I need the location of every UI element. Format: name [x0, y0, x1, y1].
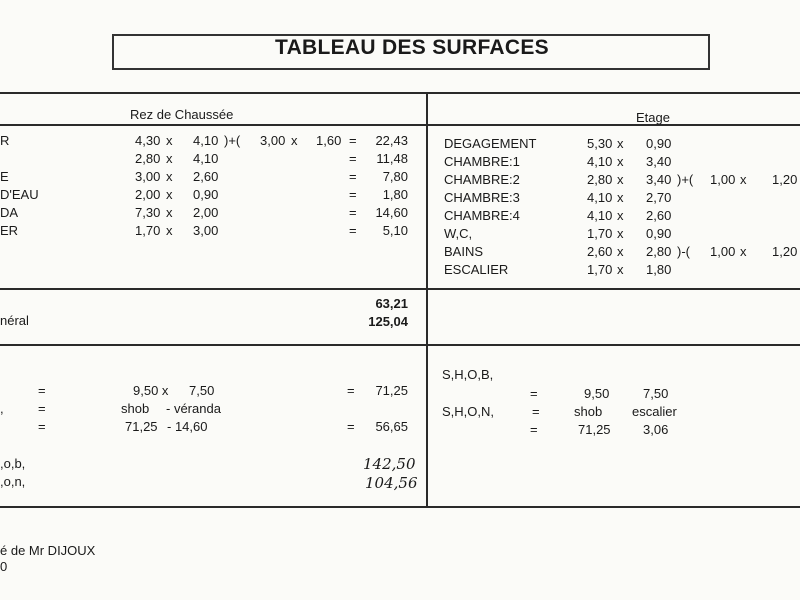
calc-part1: shob — [121, 401, 150, 416]
shob-total-label: ,o,b, — [0, 456, 26, 471]
room-label: DA — [0, 205, 19, 220]
dim-a: 7,30 — [135, 205, 161, 220]
header-rez-de-chaussee: Rez de Chaussée — [130, 107, 234, 122]
times-sign: x — [166, 205, 173, 220]
dim-b: 1,80 — [646, 262, 672, 277]
dim-b: 4,10 — [193, 151, 219, 166]
dim-b: 3,40 — [646, 172, 672, 187]
room-label: ER — [0, 223, 19, 238]
calc-part2: 7,50 — [643, 386, 669, 401]
dim-d: 1,20 — [772, 172, 798, 187]
times-sign: x — [740, 244, 747, 259]
times-sign: x — [617, 244, 624, 259]
equals-sign: = — [347, 383, 355, 398]
dim-d: 1,20 — [772, 244, 798, 259]
equals-sign: = — [349, 169, 357, 184]
calc-part1: 71,25 — [578, 422, 611, 437]
times-sign: x — [740, 172, 747, 187]
total-general-label: néral — [0, 313, 29, 328]
times-sign: x — [617, 208, 624, 223]
times-sign: x — [166, 133, 173, 148]
dim-b: 4,10 — [193, 133, 219, 148]
operator: )+( — [224, 133, 241, 148]
equals-sign: = — [347, 419, 355, 434]
room-label: W,C, — [444, 226, 473, 241]
calc-part1: shob — [574, 404, 603, 419]
operator: )+( — [677, 172, 694, 187]
calc-part1: 9,50 x — [133, 383, 169, 398]
area-total: 1,80 — [382, 187, 408, 202]
shob-result: 71,25 — [375, 383, 408, 398]
shob-label: S,H,O,B, — [442, 367, 494, 382]
dim-a: 4,30 — [135, 133, 161, 148]
times-sign: x — [617, 136, 624, 151]
page-title: TABLEAU DES SURFACES — [275, 36, 549, 59]
equals-sign: = — [349, 223, 357, 238]
dim-a: 4,10 — [587, 190, 613, 205]
room-label: CHAMBRE:1 — [444, 154, 520, 169]
equals-sign: = — [530, 386, 538, 401]
dim-a: 2,00 — [135, 187, 161, 202]
column-divider — [426, 92, 428, 508]
times-sign: x — [166, 169, 173, 184]
times-sign: x — [617, 190, 624, 205]
totals-bottom-border — [0, 344, 800, 346]
table-bottom-border — [0, 506, 800, 508]
area-total: 7,80 — [382, 169, 408, 184]
times-sign: x — [291, 133, 298, 148]
times-sign: x — [617, 154, 624, 169]
calc-label: , — [0, 401, 4, 416]
table-top-border — [0, 92, 800, 94]
dim-a: 1,70 — [587, 262, 613, 277]
room-label: E — [0, 169, 9, 184]
dim-c: 1,00 — [710, 244, 736, 259]
equals-sign: = — [349, 151, 357, 166]
dim-a: 2,80 — [587, 172, 613, 187]
room-label: DEGAGEMENT — [444, 136, 537, 151]
dim-a: 3,00 — [135, 169, 161, 184]
calc-part2: 3,06 — [643, 422, 669, 437]
area-total: 14,60 — [375, 205, 408, 220]
room-label: ESCALIER — [444, 262, 509, 277]
room-label: R — [0, 133, 10, 148]
equals-sign: = — [38, 419, 46, 434]
dim-b: 0,90 — [646, 226, 672, 241]
dim-c: 3,00 — [260, 133, 286, 148]
operator: )-( — [677, 244, 690, 259]
calc-part2: - véranda — [166, 401, 221, 416]
dim-a: 1,70 — [587, 226, 613, 241]
header-bottom-border — [0, 124, 800, 126]
equals-sign: = — [38, 383, 46, 398]
footer-line2: 0 — [0, 559, 8, 574]
times-sign: x — [166, 223, 173, 238]
dim-b: 2,70 — [646, 190, 672, 205]
room-label: D'EAU — [0, 187, 39, 202]
dim-b: 0,90 — [646, 136, 672, 151]
room-label: CHAMBRE:3 — [444, 190, 520, 205]
dim-a: 2,80 — [135, 151, 161, 166]
dim-a: 2,60 — [587, 244, 613, 259]
dim-b: 0,90 — [193, 187, 219, 202]
dim-a: 5,30 — [587, 136, 613, 151]
area-total: 22,43 — [375, 133, 408, 148]
room-label: BAINS — [444, 244, 484, 259]
shon-result: 56,65 — [375, 419, 408, 434]
dim-c: 1,00 — [710, 172, 736, 187]
equals-sign: = — [349, 187, 357, 202]
dim-b: 3,00 — [193, 223, 219, 238]
dim-a: 1,70 — [135, 223, 161, 238]
equals-sign: = — [530, 422, 538, 437]
dim-d: 1,60 — [316, 133, 342, 148]
shon-total-value: 104,56 — [365, 474, 418, 492]
calc-part1: 71,25 — [125, 419, 158, 434]
equals-sign: = — [38, 401, 46, 416]
equals-sign: = — [349, 133, 357, 148]
subtotal-value: 63,21 — [375, 296, 408, 311]
dim-b: 2,60 — [193, 169, 219, 184]
total-general-value: 125,04 — [368, 314, 408, 329]
times-sign: x — [617, 262, 624, 277]
times-sign: x — [617, 226, 624, 241]
equals-sign: = — [532, 404, 540, 419]
calc-part1: 9,50 — [584, 386, 610, 401]
dim-b: 3,40 — [646, 154, 672, 169]
dim-a: 4,10 — [587, 208, 613, 223]
shob-total-value: 142,50 — [363, 455, 416, 473]
header-etage: Etage — [636, 110, 670, 125]
times-sign: x — [166, 151, 173, 166]
equals-sign: = — [349, 205, 357, 220]
dim-b: 2,80 — [646, 244, 672, 259]
shon-label: S,H,O,N, — [442, 404, 495, 419]
calc-part2: escalier — [632, 404, 677, 419]
footer-owner: é de Mr DIJOUX — [0, 543, 96, 558]
calc-part2: - 14,60 — [167, 419, 208, 434]
totals-top-border — [0, 288, 800, 290]
calc-part2: 7,50 — [189, 383, 215, 398]
room-label: CHAMBRE:4 — [444, 208, 520, 223]
area-total: 5,10 — [382, 223, 408, 238]
dim-a: 4,10 — [587, 154, 613, 169]
times-sign: x — [166, 187, 173, 202]
shon-total-label: ,o,n, — [0, 474, 26, 489]
area-total: 11,48 — [376, 151, 408, 166]
room-label: CHAMBRE:2 — [444, 172, 520, 187]
dim-b: 2,00 — [193, 205, 219, 220]
dim-b: 2,60 — [646, 208, 672, 223]
times-sign: x — [617, 172, 624, 187]
